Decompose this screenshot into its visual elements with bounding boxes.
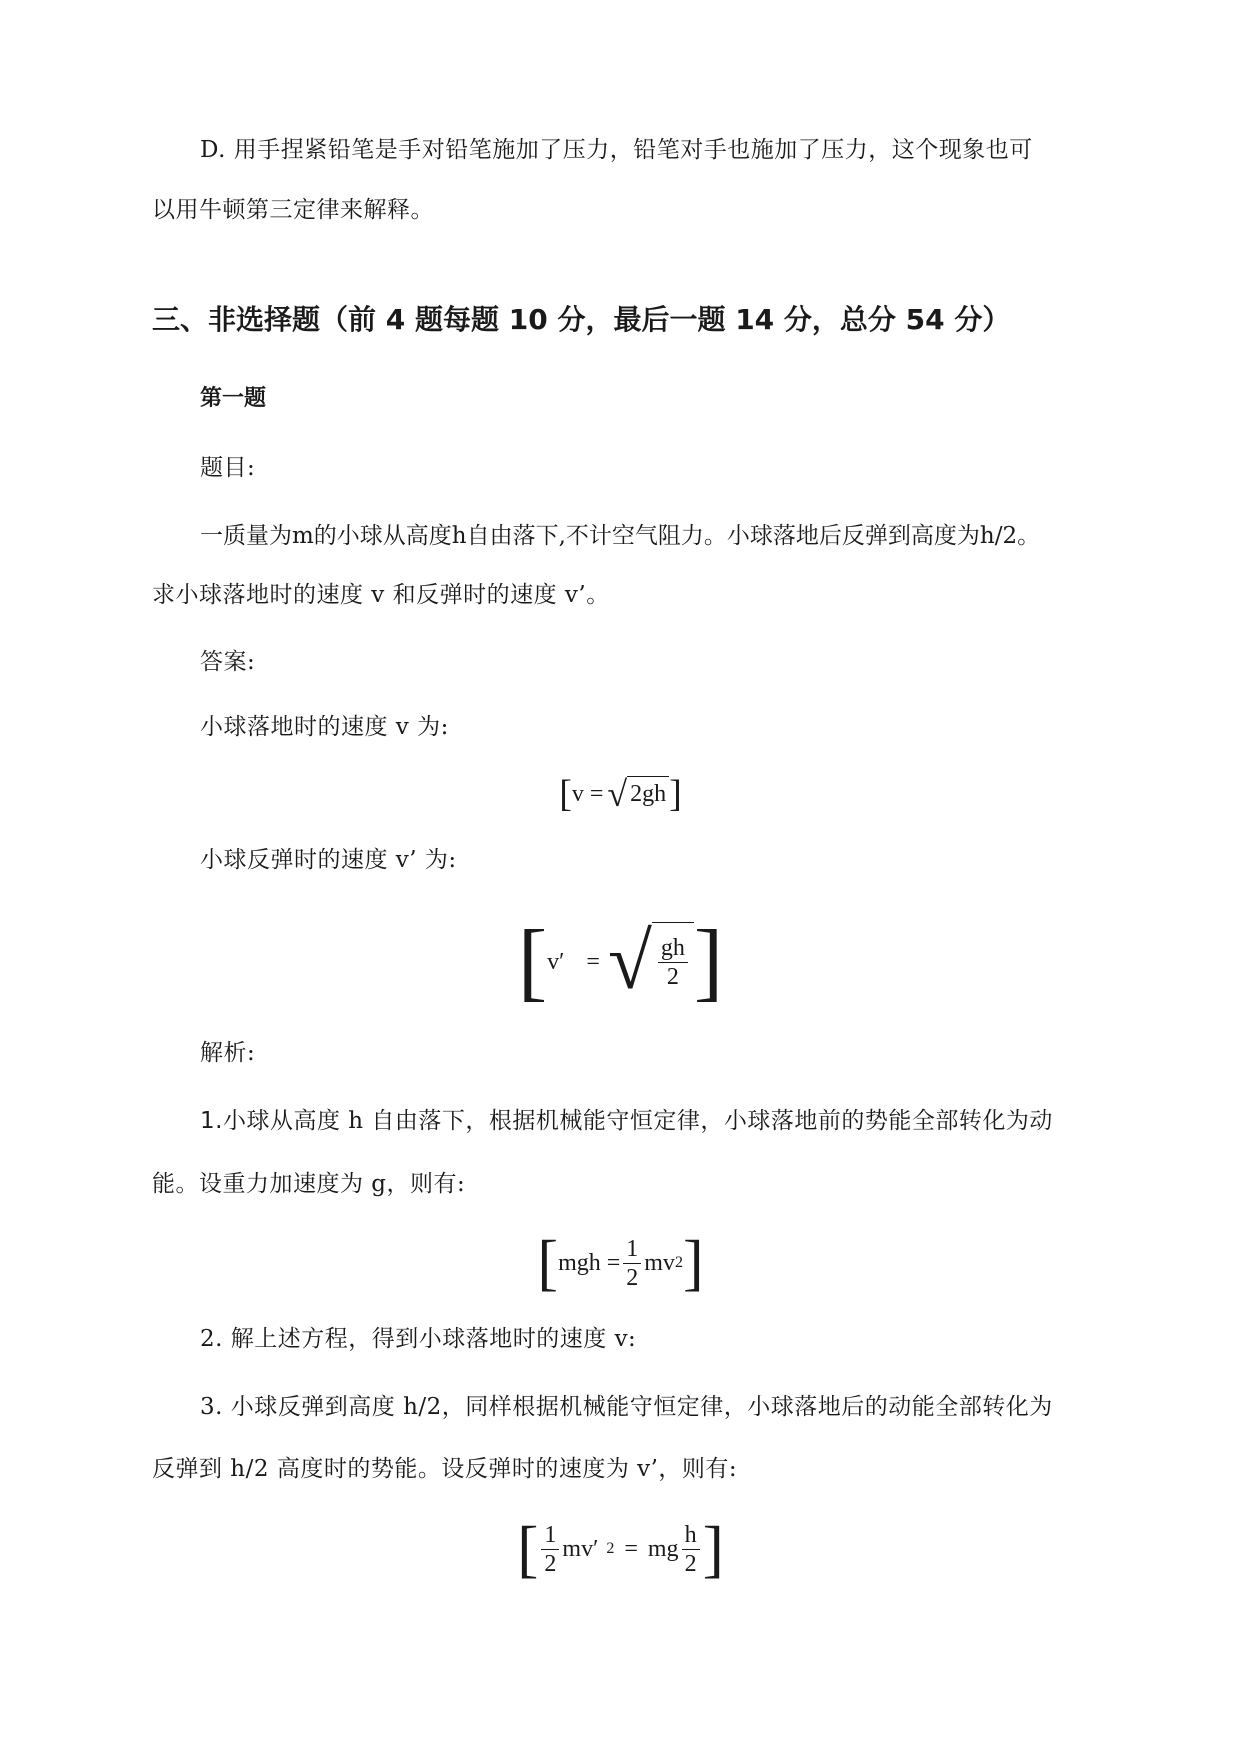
fraction-numerator: 1	[623, 1235, 641, 1264]
formula-energy-lhs: mgh =	[558, 1249, 621, 1276]
fraction-numerator: h	[682, 1521, 700, 1550]
formula-v2	[0, 912, 1241, 1012]
fraction	[623, 1235, 641, 1292]
prompt-line2: 求小球落地时的速度 v 和反弹时的速度 v’。	[152, 582, 610, 608]
section-title: 三、非选择题（前 4 题每题 10 分，最后一题 14 分，总分 54 分）	[152, 303, 1011, 336]
formula-rebound-rhs: mg	[647, 1535, 679, 1562]
option-d-line1: D. 用手捏紧铅笔是手对铅笔施加了压力，铅笔对手也施加了压力，这个现象也可	[200, 137, 1033, 163]
formula-rebound-mid: mv′	[562, 1535, 599, 1562]
right-bracket: ]	[682, 1229, 704, 1297]
step3-line2: 反弹到 h/2 高度时的势能。设反弹时的速度为 v’，则有:	[152, 1456, 738, 1482]
answer-v2-label: 小球反弹时的速度 v’ 为:	[200, 847, 457, 873]
fraction-denominator: 2	[626, 1264, 639, 1291]
formula-v	[0, 772, 1241, 816]
fraction	[541, 1521, 559, 1578]
sqrt-symbol: √ $\frac{gh}{2}$	[608, 922, 694, 1002]
question-heading: 第一题	[200, 386, 267, 411]
right-bracket: ]	[693, 913, 724, 1010]
step3-line1: 3. 小球反弹到高度 h/2，同样根据机械能守恒定律，小球落地后的动能全部转化为	[200, 1394, 1053, 1420]
prompt-line1: 一质量为m的小球从高度h自由落下,不计空气阻力。小球落地后反弹到高度为h/2。	[200, 523, 1041, 549]
right-bracket: ]	[669, 773, 682, 815]
fraction	[682, 1521, 700, 1578]
fraction-denominator: 2	[666, 964, 679, 990]
fraction-denominator: 2	[684, 1550, 697, 1577]
formula-rebound-exponent: 2	[606, 1540, 615, 1557]
answer-label: 答案:	[200, 649, 256, 675]
formula-v2-lhs: v′	[547, 948, 565, 975]
formula-energy-rhs: mv	[644, 1249, 675, 1276]
formula-energy-exponent: 2	[674, 1254, 683, 1271]
step1-line1-text: 小球从高度 h 自由落下，根据机械能守恒定律，小球落地前的势能全部转化为动	[222, 1108, 1053, 1134]
step2: 2. 解上述方程，得到小球落地时的速度 v:	[200, 1326, 637, 1352]
formula-rebound	[0, 1512, 1241, 1586]
formula-rebound-eq: =	[624, 1535, 638, 1562]
right-bracket: ]	[702, 1513, 724, 1584]
sqrt-symbol: √ 2gh	[607, 776, 669, 812]
left-bracket: [	[559, 773, 572, 815]
left-bracket: [	[517, 1513, 539, 1584]
fraction-numerator: 1	[541, 1521, 559, 1550]
formula-energy	[0, 1228, 1241, 1298]
formula-v2-eq: =	[586, 948, 600, 975]
prompt-label: 题目:	[200, 455, 256, 481]
step1-line2: 能。设重力加速度为 g，则有:	[152, 1171, 466, 1197]
fraction-denominator: 2	[544, 1550, 557, 1577]
left-bracket: [	[517, 913, 548, 1010]
analysis-label: 解析:	[200, 1040, 256, 1066]
fraction-numerator: gh	[658, 934, 688, 963]
answer-v-label: 小球落地时的速度 v 为:	[200, 714, 449, 740]
option-d-line2: 以用牛顿第三定律来解释。	[152, 197, 434, 223]
left-bracket: [	[537, 1229, 559, 1297]
step1-line1: 1.小球从高度 h 自由落下，根据机械能守恒定律，小球落地前的势能全部转化为动	[200, 1108, 1053, 1134]
formula-v-lhs: v =	[571, 780, 604, 807]
formula-v-radicand: 2gh	[627, 776, 669, 812]
fraction	[658, 934, 688, 991]
